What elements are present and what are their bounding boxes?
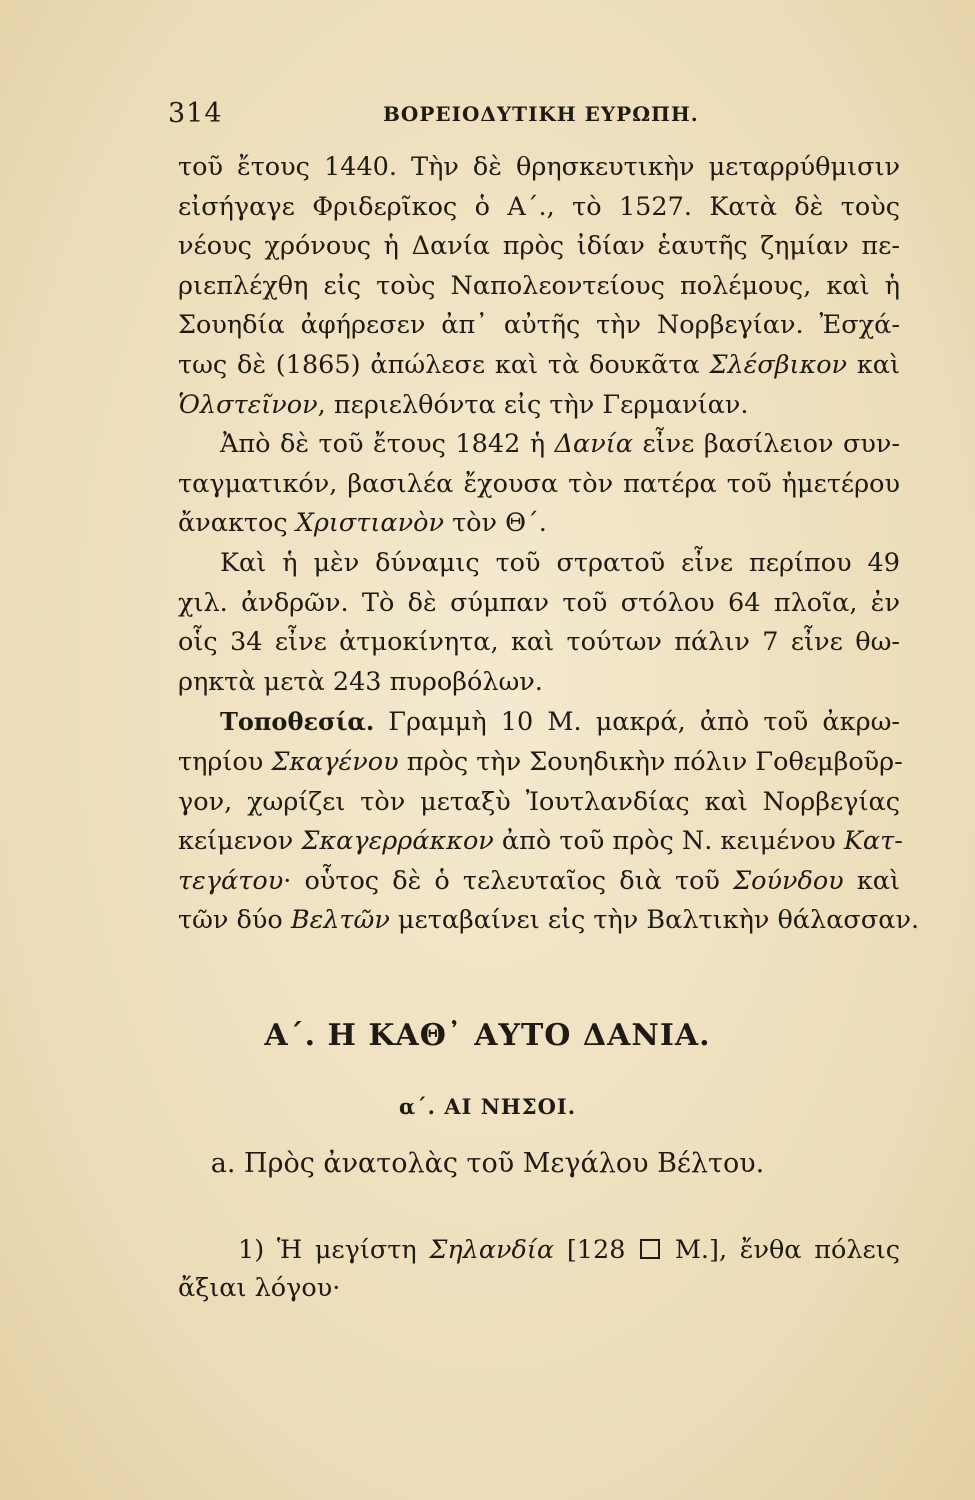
place-name: Σκαγένου bbox=[271, 746, 399, 777]
text-line: τοῦ ἔτους 1440. Τὴν δὲ θρησκευτικὴν μεταρρύθμισιν bbox=[178, 152, 900, 182]
body-text bbox=[178, 148, 920, 941]
text-line: γον, χωρίζει τὸν μεταξὺ Ἰουτλανδίας καὶ Νορβεγίας bbox=[178, 786, 900, 817]
text-line: ἄνακτος Χριστιανὸν τὸν Θ΄. bbox=[178, 508, 547, 539]
text-line: Τοποθεσία. Γραμμὴ 10 Μ. μακρά, ἀπὸ τοῦ ἀκρω- bbox=[220, 707, 900, 738]
square-miles-icon bbox=[640, 1239, 660, 1259]
text-line: τεγάτου· οὗτος δὲ ὁ τελευταῖος διὰ τοῦ Σούνδου καὶ bbox=[178, 865, 900, 896]
place-name: Κατ- bbox=[843, 826, 903, 857]
place-name: Σκαγερράκκον bbox=[301, 826, 494, 857]
person-name: Χριστιανὸν bbox=[295, 508, 444, 539]
place-name: Σλέσβικον bbox=[709, 349, 848, 380]
text-line: τῶν δύο Βελτῶν μεταβαίνει εἰς τὴν Βαλτικὴν θάλασσαν. bbox=[178, 905, 920, 936]
place-name: τεγάτου bbox=[178, 865, 284, 896]
subsubsection-heading: a. Πρὸς ἀνατολὰς τοῦ Μεγάλου Βέλτου. bbox=[210, 1148, 765, 1179]
text-line: οἷς 34 εἶνε ἀτμοκίνητα, καὶ τούτων πάλιν 7 εἶνε θω- bbox=[178, 627, 900, 658]
running-head: ΒΟΡΕΙΟΔΥΤΙΚΗ ΕΥΡΩΠΗ. bbox=[383, 102, 699, 126]
text-line: Σουηδία ἀφήρεσεν ἀπ᾽ αὐτῆς τὴν Νορβεγίαν. Ἐσχά- bbox=[178, 310, 900, 341]
text-line: ριεπλέχθη εἰς τοὺς Ναπολεοντείους πολέμους, καὶ ἡ bbox=[178, 270, 900, 301]
section-lead: Τοποθεσία. bbox=[220, 707, 375, 737]
place-name: Βελτῶν bbox=[290, 905, 390, 936]
place-name: Δανία bbox=[554, 429, 633, 460]
page-header bbox=[168, 98, 908, 138]
text-line: νέους χρόνους ἡ Δανία πρὸς ἰδίαν ἑαυτῆς ζημίαν πε- bbox=[178, 231, 900, 262]
section-heading: Α΄. Η ΚΑΘ᾽ ΑΥΤΟ ΔΑΝΙΑ. bbox=[264, 1018, 711, 1053]
subsection-heading: α΄. ΑΙ ΝΗΣΟΙ. bbox=[398, 1094, 577, 1119]
text-line: Ὁλστεῖνον, περιελθόντα εἰς τὴν Γερμανίαν. bbox=[178, 389, 749, 420]
text-line: κείμενον Σκαγερράκκον ἀπὸ τοῦ πρὸς Ν. κειμένου Κατ- bbox=[178, 826, 903, 857]
text-line: ταγματικόν, βασιλέα ἔχουσα τὸν πατέρα τοῦ ἡμετέρου bbox=[178, 468, 900, 499]
place-name: Σούνδου bbox=[733, 865, 844, 896]
place-name: Σηλανδία bbox=[429, 1235, 555, 1265]
list-item bbox=[178, 1231, 900, 1307]
text-line: 1) Ἡ μεγίστη Σηλανδία [128 Μ.], ἔνθα πόλεις bbox=[238, 1235, 900, 1265]
text-line: Ἀπὸ δὲ τοῦ ἔτους 1842 ἡ Δανία εἶνε βασίλειον συν- bbox=[220, 429, 900, 460]
place-name: Ὁλστεῖνον bbox=[178, 389, 318, 420]
text-line: τηρίου Σκαγένου πρὸς τὴν Σουηδικὴν πόλιν Γοθεμβοῦρ- bbox=[178, 746, 903, 777]
text-line: τως δὲ (1865) ἀπώλεσε καὶ τὰ δουκᾶτα Σλέσβικον καὶ bbox=[178, 349, 901, 380]
page-number: 314 bbox=[168, 98, 223, 129]
text-line: εἰσήγαγε Φριδερῖκος ὁ Α΄., τὸ 1527. Κατὰ δὲ τοὺς bbox=[178, 191, 900, 222]
text-line: χιλ. ἀνδρῶν. Τὸ δὲ σύμπαν τοῦ στόλου 64 πλοῖα, ἐν bbox=[178, 587, 900, 618]
text-line: ἄξιαι λόγου· bbox=[178, 1273, 341, 1303]
text-line: Καὶ ἡ μὲν δύναμις τοῦ στρατοῦ εἶνε περίπου 49 bbox=[220, 547, 900, 578]
text-line: ρηκτὰ μετὰ 243 πυροβόλων. bbox=[178, 666, 543, 697]
